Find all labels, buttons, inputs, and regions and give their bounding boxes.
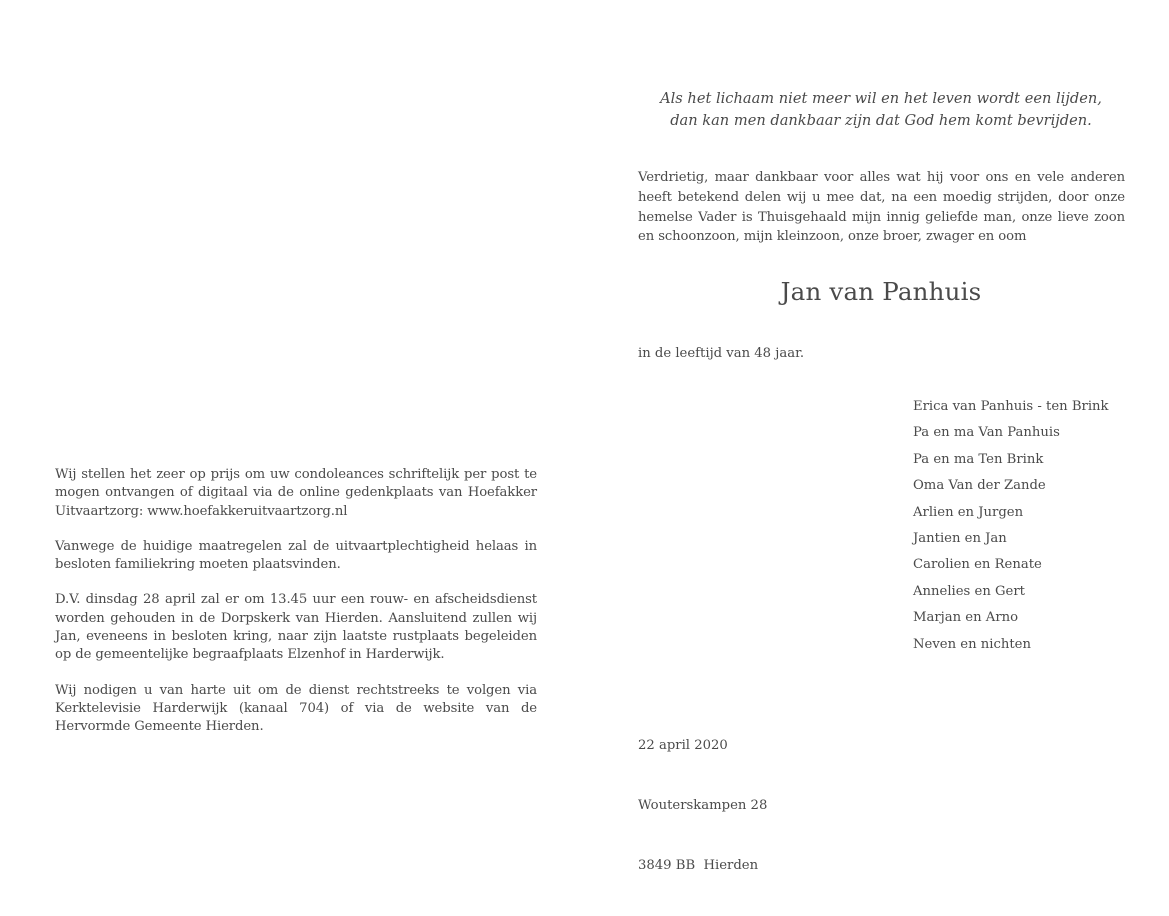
family-member: Pa en ma Van Panhuis [913, 425, 1060, 441]
family-member: Marjan en Arno [913, 610, 1019, 626]
address-block [638, 696, 767, 916]
poem-line: dan kan men dankbaar zijn dat God hem komt bevrijden. [670, 111, 1092, 129]
family-member: Neven en nichten [913, 636, 1031, 652]
family-member: Carolien en Renate [913, 557, 1042, 573]
condolence-paragraph: Wij stellen het zeer op prijs om uw condoleances schriftelijk per post te mogen ontvangen of digitaal via de online gedenkplaats van Hoefakker Uitvaartzorg: www.hoefakkeruitvaartzorg.nl [55, 467, 537, 519]
left-page-text [55, 466, 537, 754]
poem [640, 88, 1122, 131]
family-list [913, 397, 1109, 661]
family-member: Erica van Panhuis - ten Brink [913, 399, 1109, 414]
measures-paragraph: Vanwege de huidige maatregelen zal de uitvaartplechtigheid helaas in besloten familiekring moeten plaatsvinden. [55, 538, 537, 573]
family-member: Pa en ma Ten Brink [913, 451, 1044, 467]
broadcast-paragraph: Wij nodigen u van harte uit om de dienst rechtstreeks te volgen via Kerktelevisie Harderwijk (kanaal 704) of via de website van de Hervormde Gemeente Hierden. [55, 682, 537, 735]
family-member: Jantien en Jan [913, 530, 1007, 546]
left-page [0, 0, 584, 827]
street-address: Wouterskampen 28 [638, 798, 768, 813]
deceased-name: Jan van Panhuis [780, 277, 982, 306]
right-page [585, 0, 1169, 873]
announcement-date: 22 april 2020 [638, 738, 728, 753]
family-member: Oma Van der Zande [913, 478, 1046, 494]
service-paragraph: D.V. dinsdag 28 april zal er om 13.45 uur een rouw- en afscheidsdienst worden gehouden in de Dorpskerk van Hierden. Aansluitend zullen wij Jan, eveneens in besloten kring, naar zijn laatste rustplaats begeleiden op de gemeentelijke begraafplaats Elzenhof in Harderwijk. [55, 592, 537, 663]
postal-address: 3849 BB Hierden [638, 858, 759, 873]
family-member: Annelies en Gert [913, 583, 1025, 599]
age-statement: in de leeftijd van 48 jaar. [638, 346, 805, 361]
announcement-intro: Verdrietig, maar dankbaar voor alles wat hij voor ons en vele anderen heeft betekend delen wij u mee dat, na een moedig strijden, door onze hemelse Vader is Thuisgehaald mijn innig geliefde man, onze lieve zoon en schoonzoon, mijn kleinzoon, onze broer, zwager en oom [638, 170, 1125, 245]
family-member: Arlien en Jurgen [913, 504, 1024, 520]
poem-line: Als het lichaam niet meer wil en het leven wordt een lijden, [660, 90, 1102, 107]
